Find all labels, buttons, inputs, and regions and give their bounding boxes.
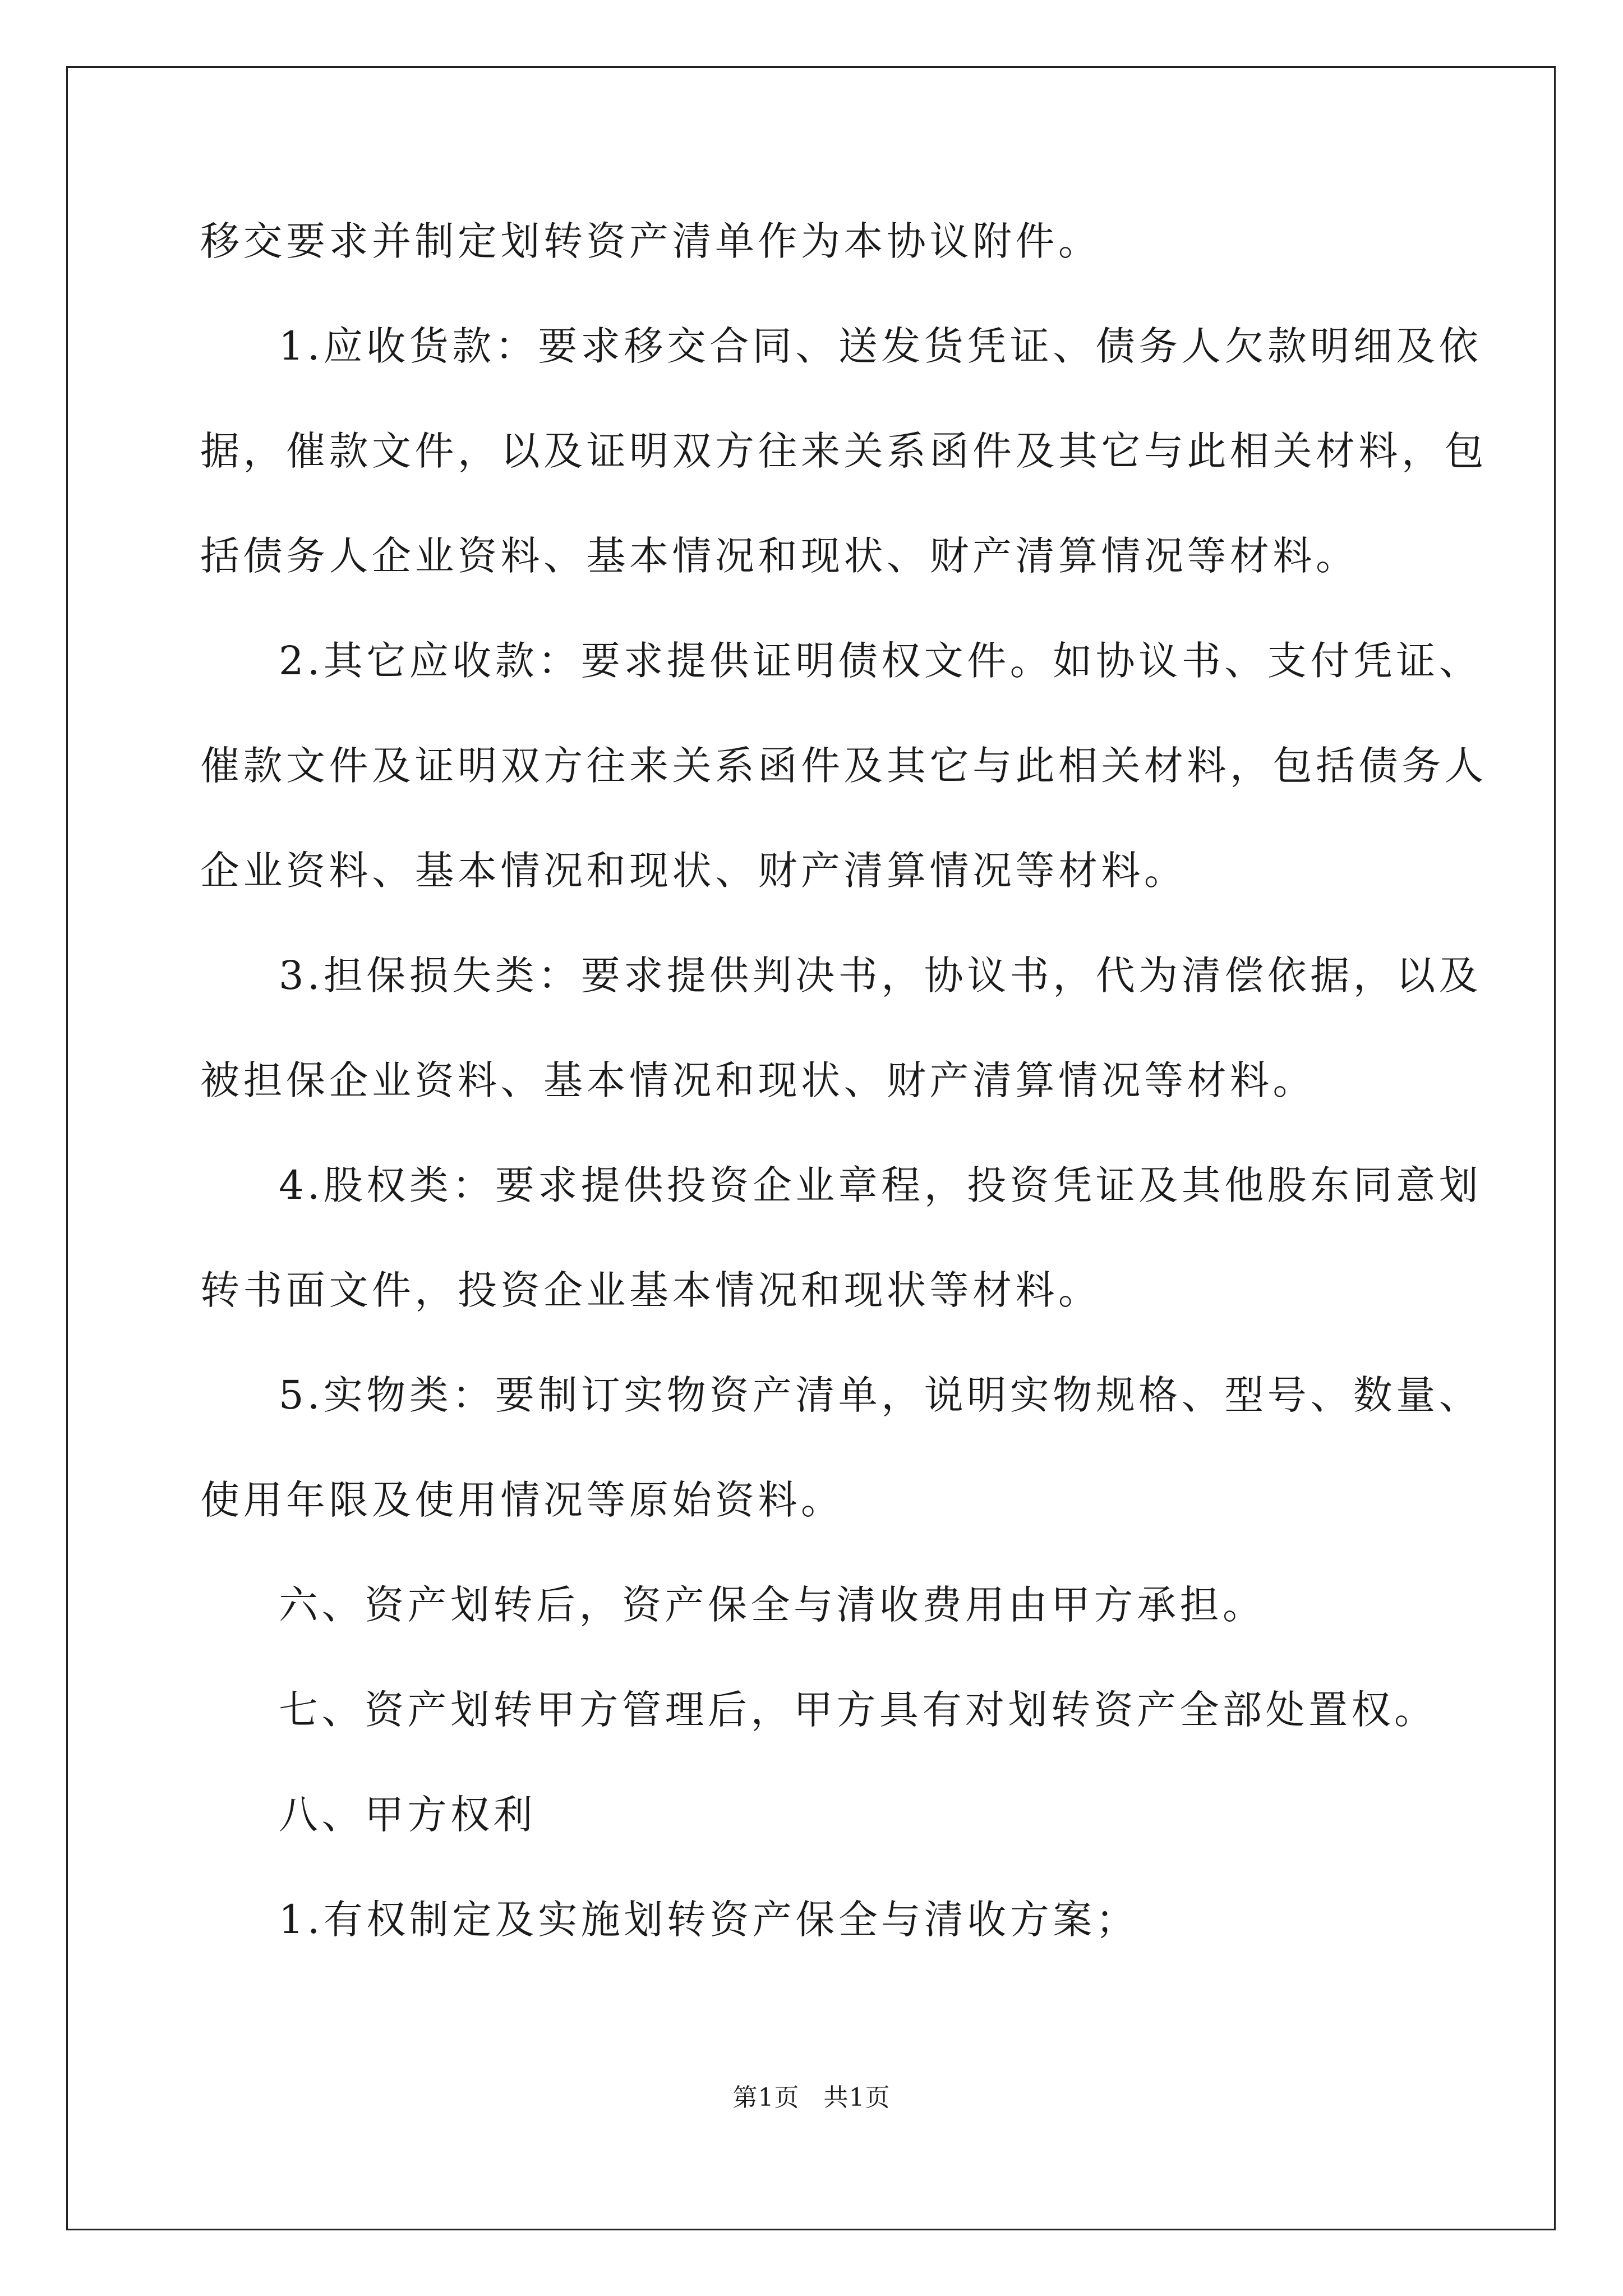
text-line: 移交要求并制定划转资产清单作为本协议附件。 (200, 218, 1101, 264)
text-line: 2.其它应收款：要求提供证明债权文件。如协议书、支付凭证、 (279, 638, 1482, 684)
text-line: 八、甲方权利 (279, 1792, 536, 1838)
text-line: 3.担保损失类：要求提供判决书，协议书，代为清偿依据，以及 (279, 953, 1482, 999)
text-line: 转书面文件，投资企业基本情况和现状等材料。 (200, 1267, 1101, 1313)
text-line: 5.实物类：要制订实物资产清单，说明实物规格、型号、数量、 (279, 1372, 1482, 1418)
text-line: 使用年限及使用情况等原始资料。 (200, 1477, 844, 1523)
page-number: 第1页 (732, 2083, 800, 2112)
text-line: 1.应收货款：要求移交合同、送发货凭证、债务人欠款明细及依 (279, 323, 1482, 369)
text-line: 催款文件及证明双方往来关系函件及其它与此相关材料，包括债务人 (200, 743, 1487, 789)
page-footer (0, 2081, 1623, 2115)
text-line: 4.股权类：要求提供投资企业章程，投资凭证及其他股东同意划 (279, 1162, 1482, 1208)
text-line: 1.有权制定及实施划转资产保全与清收方案； (279, 1897, 1139, 1943)
text-line: 据，催款文件，以及证明双方往来关系函件及其它与此相关材料，包 (200, 428, 1487, 474)
text-line: 括债务人企业资料、基本情况和现状、财产清算情况等材料。 (200, 533, 1359, 579)
text-line: 企业资料、基本情况和现状、财产清算情况等材料。 (200, 848, 1187, 894)
page-total: 共1页 (823, 2083, 891, 2112)
text-line: 七、资产划转甲方管理后，甲方具有对划转资产全部处置权。 (279, 1687, 1437, 1733)
text-line: 六、资产划转后，资产保全与清收费用由甲方承担。 (279, 1582, 1266, 1628)
text-line: 被担保企业资料、基本情况和现状、财产清算情况等材料。 (200, 1057, 1316, 1103)
